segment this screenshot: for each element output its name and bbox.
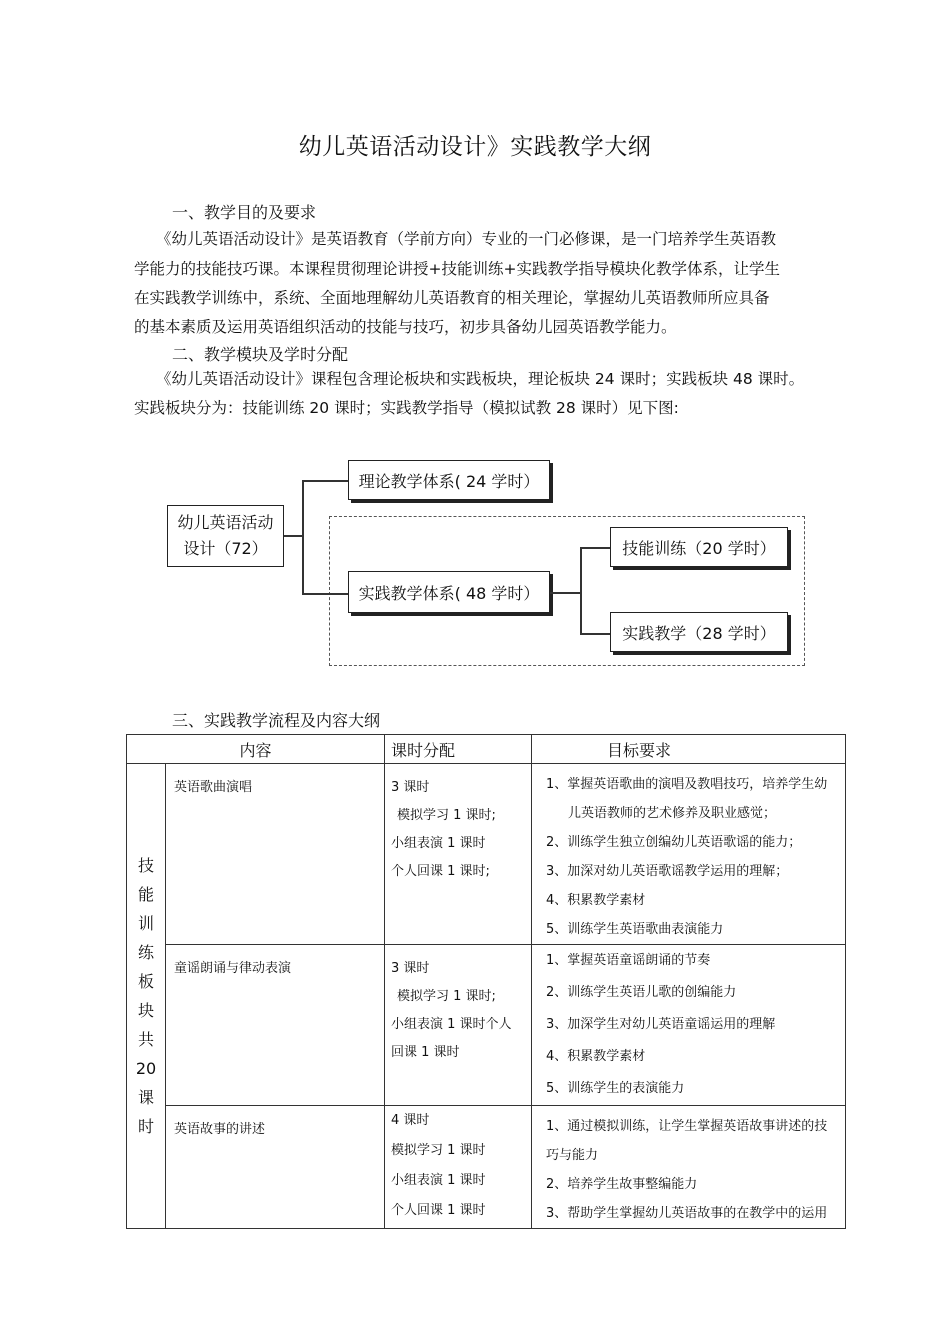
row-1-goals bbox=[532, 764, 846, 945]
group-label-char: 练 bbox=[137, 943, 154, 962]
teaching-label: 实践教学（28 学时） bbox=[622, 623, 776, 643]
theory-connector bbox=[302, 480, 348, 482]
root-box bbox=[167, 505, 284, 567]
practice-label: 实践教学体系( 48 学时） bbox=[358, 583, 540, 603]
hours-line: 模拟学习 1 课时; bbox=[397, 808, 496, 823]
section-3-heading: 三、实践教学流程及内容大纲 bbox=[172, 711, 381, 730]
practice-box bbox=[348, 571, 550, 613]
practice-branch-vertical bbox=[580, 547, 582, 635]
group-label-char: 20 bbox=[135, 1059, 157, 1078]
goal-line: 2、训练学生英语儿歌的创编能力 bbox=[546, 985, 737, 1000]
section-1-line-3: 在实践教学训练中，系统、全面地理解幼儿英语教育的相关理论，掌握幼儿英语教师所应具备 bbox=[134, 289, 770, 307]
row-3-goals bbox=[532, 1106, 846, 1229]
goal-line: 3、加深对幼儿英语歌谣教学运用的理解； bbox=[546, 864, 789, 879]
hours-line: 小组表演 1 课时 bbox=[391, 836, 486, 851]
section-1-line-1: 《幼儿英语活动设计》是英语教育（学前方向）专业的一门必修课，是一门培养学生英语教 bbox=[156, 230, 777, 248]
goal-line: 4、积累教学素材 bbox=[546, 1049, 646, 1064]
table-row bbox=[127, 945, 846, 1106]
hours-line: 个人回课 1 课时; bbox=[391, 864, 490, 879]
goal-line: 2、培养学生故事整编能力 bbox=[546, 1177, 698, 1192]
table-row bbox=[127, 1106, 846, 1229]
row-2-hours bbox=[385, 945, 532, 1106]
teaching-box bbox=[610, 612, 788, 652]
theory-box bbox=[348, 460, 550, 500]
root-label-line-2: 设计（72） bbox=[183, 539, 268, 558]
skill-connector bbox=[580, 547, 610, 549]
group-label-cell bbox=[127, 764, 166, 1229]
group-label-char: 共 bbox=[137, 1030, 154, 1049]
root-label-line-1: 幼儿英语活动 bbox=[177, 513, 274, 532]
page-title: 幼儿英语活动设计》实践教学大纲 bbox=[298, 134, 652, 160]
group-label-char: 能 bbox=[137, 885, 154, 904]
goal-line: 儿英语教师的艺术修养及职业感觉； bbox=[568, 806, 777, 821]
root-branch-vertical bbox=[302, 480, 304, 594]
goal-line: 4、积累教学素材 bbox=[546, 893, 646, 908]
row-3-hours bbox=[385, 1106, 532, 1229]
hours-line: 3 课时 bbox=[391, 780, 430, 795]
group-label-char: 技 bbox=[137, 856, 154, 875]
hours-line: 模拟学习 1 课时 bbox=[391, 1143, 486, 1158]
goal-line: 3、加深学生对幼儿英语童谣运用的理解 bbox=[546, 1017, 776, 1032]
row-3-name: 英语故事的讲述 bbox=[166, 1106, 385, 1229]
header-goals: 目标要求 bbox=[532, 735, 846, 764]
section-2-line-1: 《幼儿英语活动设计》课程包含理论板块和实践板块，理论板块 24 课时；实践板块 48 课时。 bbox=[156, 370, 805, 388]
header-content: 内容 bbox=[127, 735, 385, 764]
row-2-name: 童谣朗诵与律动表演 bbox=[166, 945, 385, 1106]
section-2-heading: 二、教学模块及学时分配 bbox=[172, 345, 349, 364]
skill-label: 技能训练（20 学时） bbox=[622, 538, 776, 558]
hours-line: 小组表演 1 课时个人 bbox=[391, 1017, 512, 1032]
group-label-char: 训 bbox=[137, 914, 154, 933]
goal-line: 5、训练学生英语歌曲表演能力 bbox=[546, 922, 724, 937]
section-2-line-2: 实践板块分为：技能训练 20 课时；实践教学指导（模拟试教 28 课时）见下图: bbox=[134, 399, 679, 417]
group-label-char: 时 bbox=[137, 1117, 154, 1136]
goal-line: 1、掌握英语歌曲的演唱及教唱技巧，培养学生幼 bbox=[546, 777, 828, 792]
table-header-row bbox=[127, 735, 846, 764]
table-row bbox=[127, 764, 846, 945]
hours-line: 模拟学习 1 课时; bbox=[397, 989, 496, 1004]
section-1-line-2: 学能力的技能技巧课。本课程贯彻理论讲授+技能训练+实践教学指导模块化教学体系，让学生 bbox=[134, 260, 780, 278]
group-label-char: 板 bbox=[137, 972, 154, 991]
hours-line: 回课 1 课时 bbox=[391, 1045, 460, 1060]
section-1-line-4: 的基本素质及运用英语组织活动的技能与技巧，初步具备幼儿园英语教学能力。 bbox=[134, 318, 677, 336]
root-connector bbox=[284, 535, 302, 537]
hours-line: 个人回课 1 课时 bbox=[391, 1203, 486, 1218]
goal-line: 3、帮助学生掌握幼儿英语故事的在教学中的运用 bbox=[546, 1206, 828, 1221]
group-label-char: 课 bbox=[137, 1088, 154, 1107]
practice-out-connector bbox=[550, 592, 580, 594]
group-label-char: 块 bbox=[137, 1001, 154, 1020]
goal-line: 1、通过模拟训练，让学生掌握英语故事讲述的技 bbox=[546, 1119, 828, 1134]
goal-line: 2、训练学生独立创编幼儿英语歌谣的能力； bbox=[546, 835, 802, 850]
practice-connector bbox=[302, 593, 348, 595]
goal-line: 巧与能力 bbox=[546, 1148, 599, 1163]
hours-line: 4 课时 bbox=[391, 1113, 430, 1128]
goal-line: 5、训练学生的表演能力 bbox=[546, 1081, 685, 1096]
skill-box bbox=[610, 527, 788, 567]
section-1-heading: 一、教学目的及要求 bbox=[172, 203, 317, 222]
practice-outline-table bbox=[126, 734, 846, 1229]
goal-line: 1、掌握英语童谣朗诵的节奏 bbox=[546, 953, 711, 968]
row-1-name: 英语歌曲演唱 bbox=[166, 764, 385, 945]
hours-line: 小组表演 1 课时 bbox=[391, 1173, 486, 1188]
row-1-hours bbox=[385, 764, 532, 945]
hours-line: 3 课时 bbox=[391, 961, 430, 976]
row-2-goals bbox=[532, 945, 846, 1106]
header-hours: 课时分配 bbox=[385, 735, 532, 764]
theory-label: 理论教学体系( 24 学时） bbox=[358, 471, 540, 491]
teaching-connector bbox=[580, 633, 610, 635]
